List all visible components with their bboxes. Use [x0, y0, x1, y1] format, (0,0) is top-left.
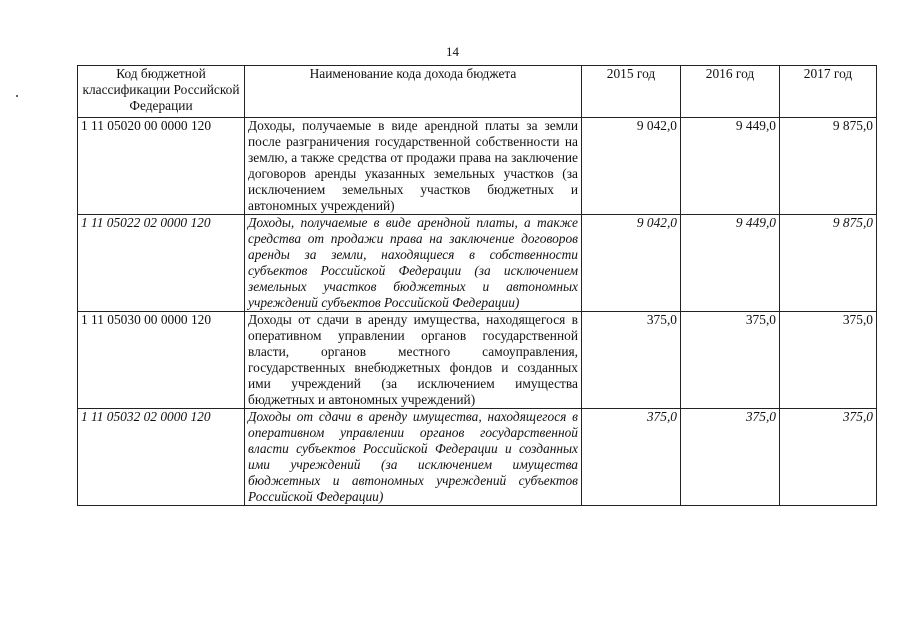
header-code: Код бюджетной классификации Российской Федерации	[78, 66, 245, 118]
row-value-2016: 9 449,0	[681, 215, 780, 312]
row-name: Доходы, получаемые в виде арендной платы за земли после разграничения государственной собственности на землю, а также средства от продажи права на заключение договоров аренды указанных земельных участков (за исключением земельных участков бюджетных и автономных учреждений)	[245, 118, 582, 215]
revenue-table	[77, 65, 877, 506]
row-value-2015: 9 042,0	[582, 118, 681, 215]
scan-dot	[16, 95, 18, 97]
row-value-2016: 375,0	[681, 312, 780, 409]
row-value-2015: 375,0	[582, 312, 681, 409]
row-code: 1 11 05022 02 0000 120	[78, 215, 245, 312]
row-code: 1 11 05030 00 0000 120	[78, 312, 245, 409]
row-value-2017: 375,0	[780, 312, 877, 409]
header-2016: 2016 год	[681, 66, 780, 118]
row-value-2017: 9 875,0	[780, 118, 877, 215]
table-header-row	[78, 66, 877, 118]
row-value-2016: 375,0	[681, 409, 780, 506]
row-value-2016: 9 449,0	[681, 118, 780, 215]
row-code: 1 11 05032 02 0000 120	[78, 409, 245, 506]
row-value-2017: 375,0	[780, 409, 877, 506]
table-row	[78, 312, 877, 409]
row-value-2017: 9 875,0	[780, 215, 877, 312]
row-name: Доходы от сдачи в аренду имущества, находящегося в оперативном управлении органов государственной власти субъектов Российской Федерации и созданных ими учреждений (за исключением имущества бюджетных и автономных учреждений субъектов Российской Федерации)	[245, 409, 582, 506]
table-row	[78, 215, 877, 312]
page-number: 14	[446, 44, 459, 59]
row-value-2015: 375,0	[582, 409, 681, 506]
table-row	[78, 409, 877, 506]
table-row	[78, 118, 877, 215]
header-2017: 2017 год	[780, 66, 877, 118]
row-value-2015: 9 042,0	[582, 215, 681, 312]
header-name: Наименование кода дохода бюджета	[245, 66, 582, 118]
row-name: Доходы от сдачи в аренду имущества, находящегося в оперативном управлении органов государственной власти, органов местного самоуправления, государственных внебюджетных фондов и созданных ими учреждений (за исключением имущества бюджетных и автономных учреждений)	[245, 312, 582, 409]
row-name: Доходы, получаемые в виде арендной платы, а также средства от продажи права на заключение договоров аренды за земли, находящиеся в собственности субъектов Российской Федерации (за исключением земельных участков бюджетных и автономных учреждений субъектов Российской Федерации)	[245, 215, 582, 312]
row-code: 1 11 05020 00 0000 120	[78, 118, 245, 215]
header-2015: 2015 год	[582, 66, 681, 118]
